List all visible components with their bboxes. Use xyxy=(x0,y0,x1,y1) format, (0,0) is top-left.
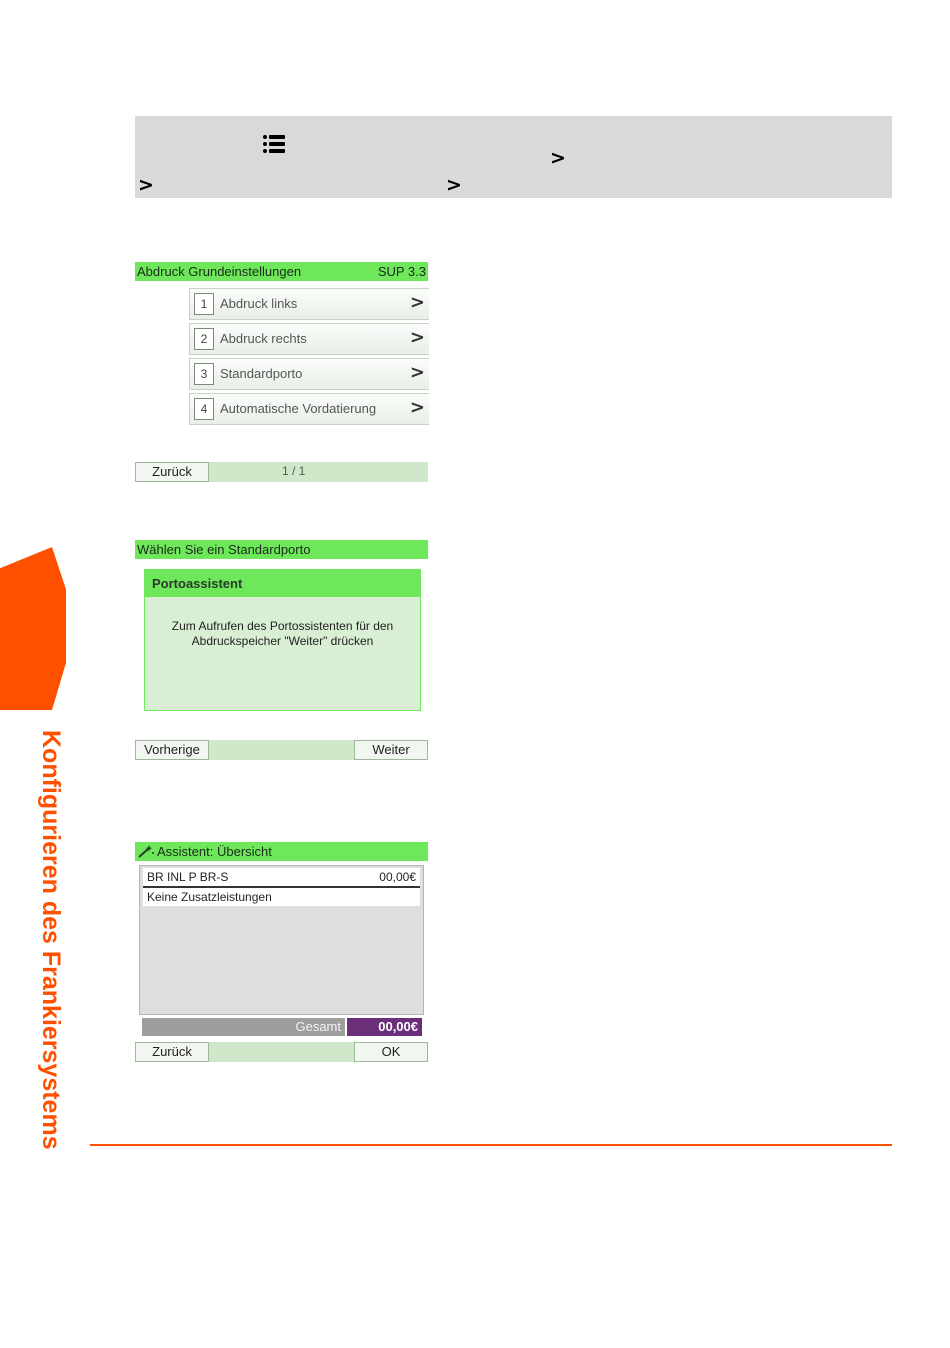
path-chevron-2: > xyxy=(138,174,154,196)
screen-title: Abdruck Grundeinstellungen xyxy=(137,264,302,279)
ok-button[interactable]: OK xyxy=(354,1042,428,1062)
summary-list xyxy=(139,865,424,1015)
previous-button[interactable]: Vorherige xyxy=(135,740,209,760)
back-button[interactable]: Zurück xyxy=(135,1042,209,1062)
screen-footer xyxy=(135,1042,428,1062)
postage-assistant-dialog xyxy=(144,569,421,711)
dialog-message: Zum Aufrufen des Portossistenten für den Abdruckspeicher "Weiter" drücken xyxy=(171,619,394,648)
screen-footer xyxy=(135,740,428,760)
menu-item-label: Automatische Vordatierung xyxy=(220,401,377,416)
menu-item-number: 1 xyxy=(194,293,214,315)
chapter-tab xyxy=(0,547,66,710)
back-button[interactable]: Zurück xyxy=(135,462,209,482)
product-label: BR INL P BR-S xyxy=(147,870,229,884)
path-chevron-1: > xyxy=(550,147,566,169)
screen-header xyxy=(135,540,428,559)
path-chevron-3: > xyxy=(446,174,462,196)
screen-title: Wählen Sie ein Standardporto xyxy=(137,542,311,557)
chevron-right-icon: > xyxy=(409,397,425,418)
services-label: Keine Zusatzleistungen xyxy=(147,890,272,904)
chapter-title: Konfigurieren des Frankiersystems xyxy=(37,730,65,1150)
screen-title: Assistent: Übersicht xyxy=(157,844,272,859)
chevron-right-icon: > xyxy=(409,362,425,383)
menu-item-number: 2 xyxy=(194,328,214,350)
dialog-title: Portoassistent xyxy=(145,570,420,597)
screen-header xyxy=(135,262,428,281)
magic-wand-icon xyxy=(137,844,155,859)
chevron-right-icon: > xyxy=(409,327,425,348)
menu-item-label: Standardporto xyxy=(220,366,303,381)
menu-item-abdruck-links[interactable] xyxy=(189,288,429,320)
total-amount: 00,00€ xyxy=(378,1019,418,1034)
page-indicator: 1 / 1 xyxy=(282,464,306,478)
menu-item-abdruck-rechts[interactable] xyxy=(189,323,429,355)
instruction-box xyxy=(135,116,892,198)
next-button[interactable]: Weiter xyxy=(354,740,428,760)
screen-code: SUP 3.3 xyxy=(377,264,426,279)
footer-divider xyxy=(90,1144,892,1146)
menu-item-label: Abdruck links xyxy=(220,296,298,311)
total-label: Gesamt xyxy=(295,1019,341,1034)
list-menu-icon xyxy=(263,135,285,153)
total-amount-box xyxy=(347,1018,422,1036)
total-bar xyxy=(142,1018,345,1036)
screen-footer xyxy=(135,462,428,482)
list-item[interactable] xyxy=(143,868,420,888)
menu-item-number: 3 xyxy=(194,363,214,385)
menu-item-number: 4 xyxy=(194,398,214,420)
list-item[interactable] xyxy=(143,888,420,906)
screen-print-settings xyxy=(135,262,428,482)
screen-assistant-overview xyxy=(135,842,428,1062)
menu-item-label: Abdruck rechts xyxy=(220,331,307,346)
menu-item-automatische-vordatierung[interactable] xyxy=(189,393,429,425)
screen-header xyxy=(135,842,428,861)
chevron-right-icon: > xyxy=(409,292,425,313)
screen-choose-standard-postage xyxy=(135,540,428,760)
menu-item-standardporto[interactable] xyxy=(189,358,429,390)
product-price: 00,00€ xyxy=(379,870,416,884)
